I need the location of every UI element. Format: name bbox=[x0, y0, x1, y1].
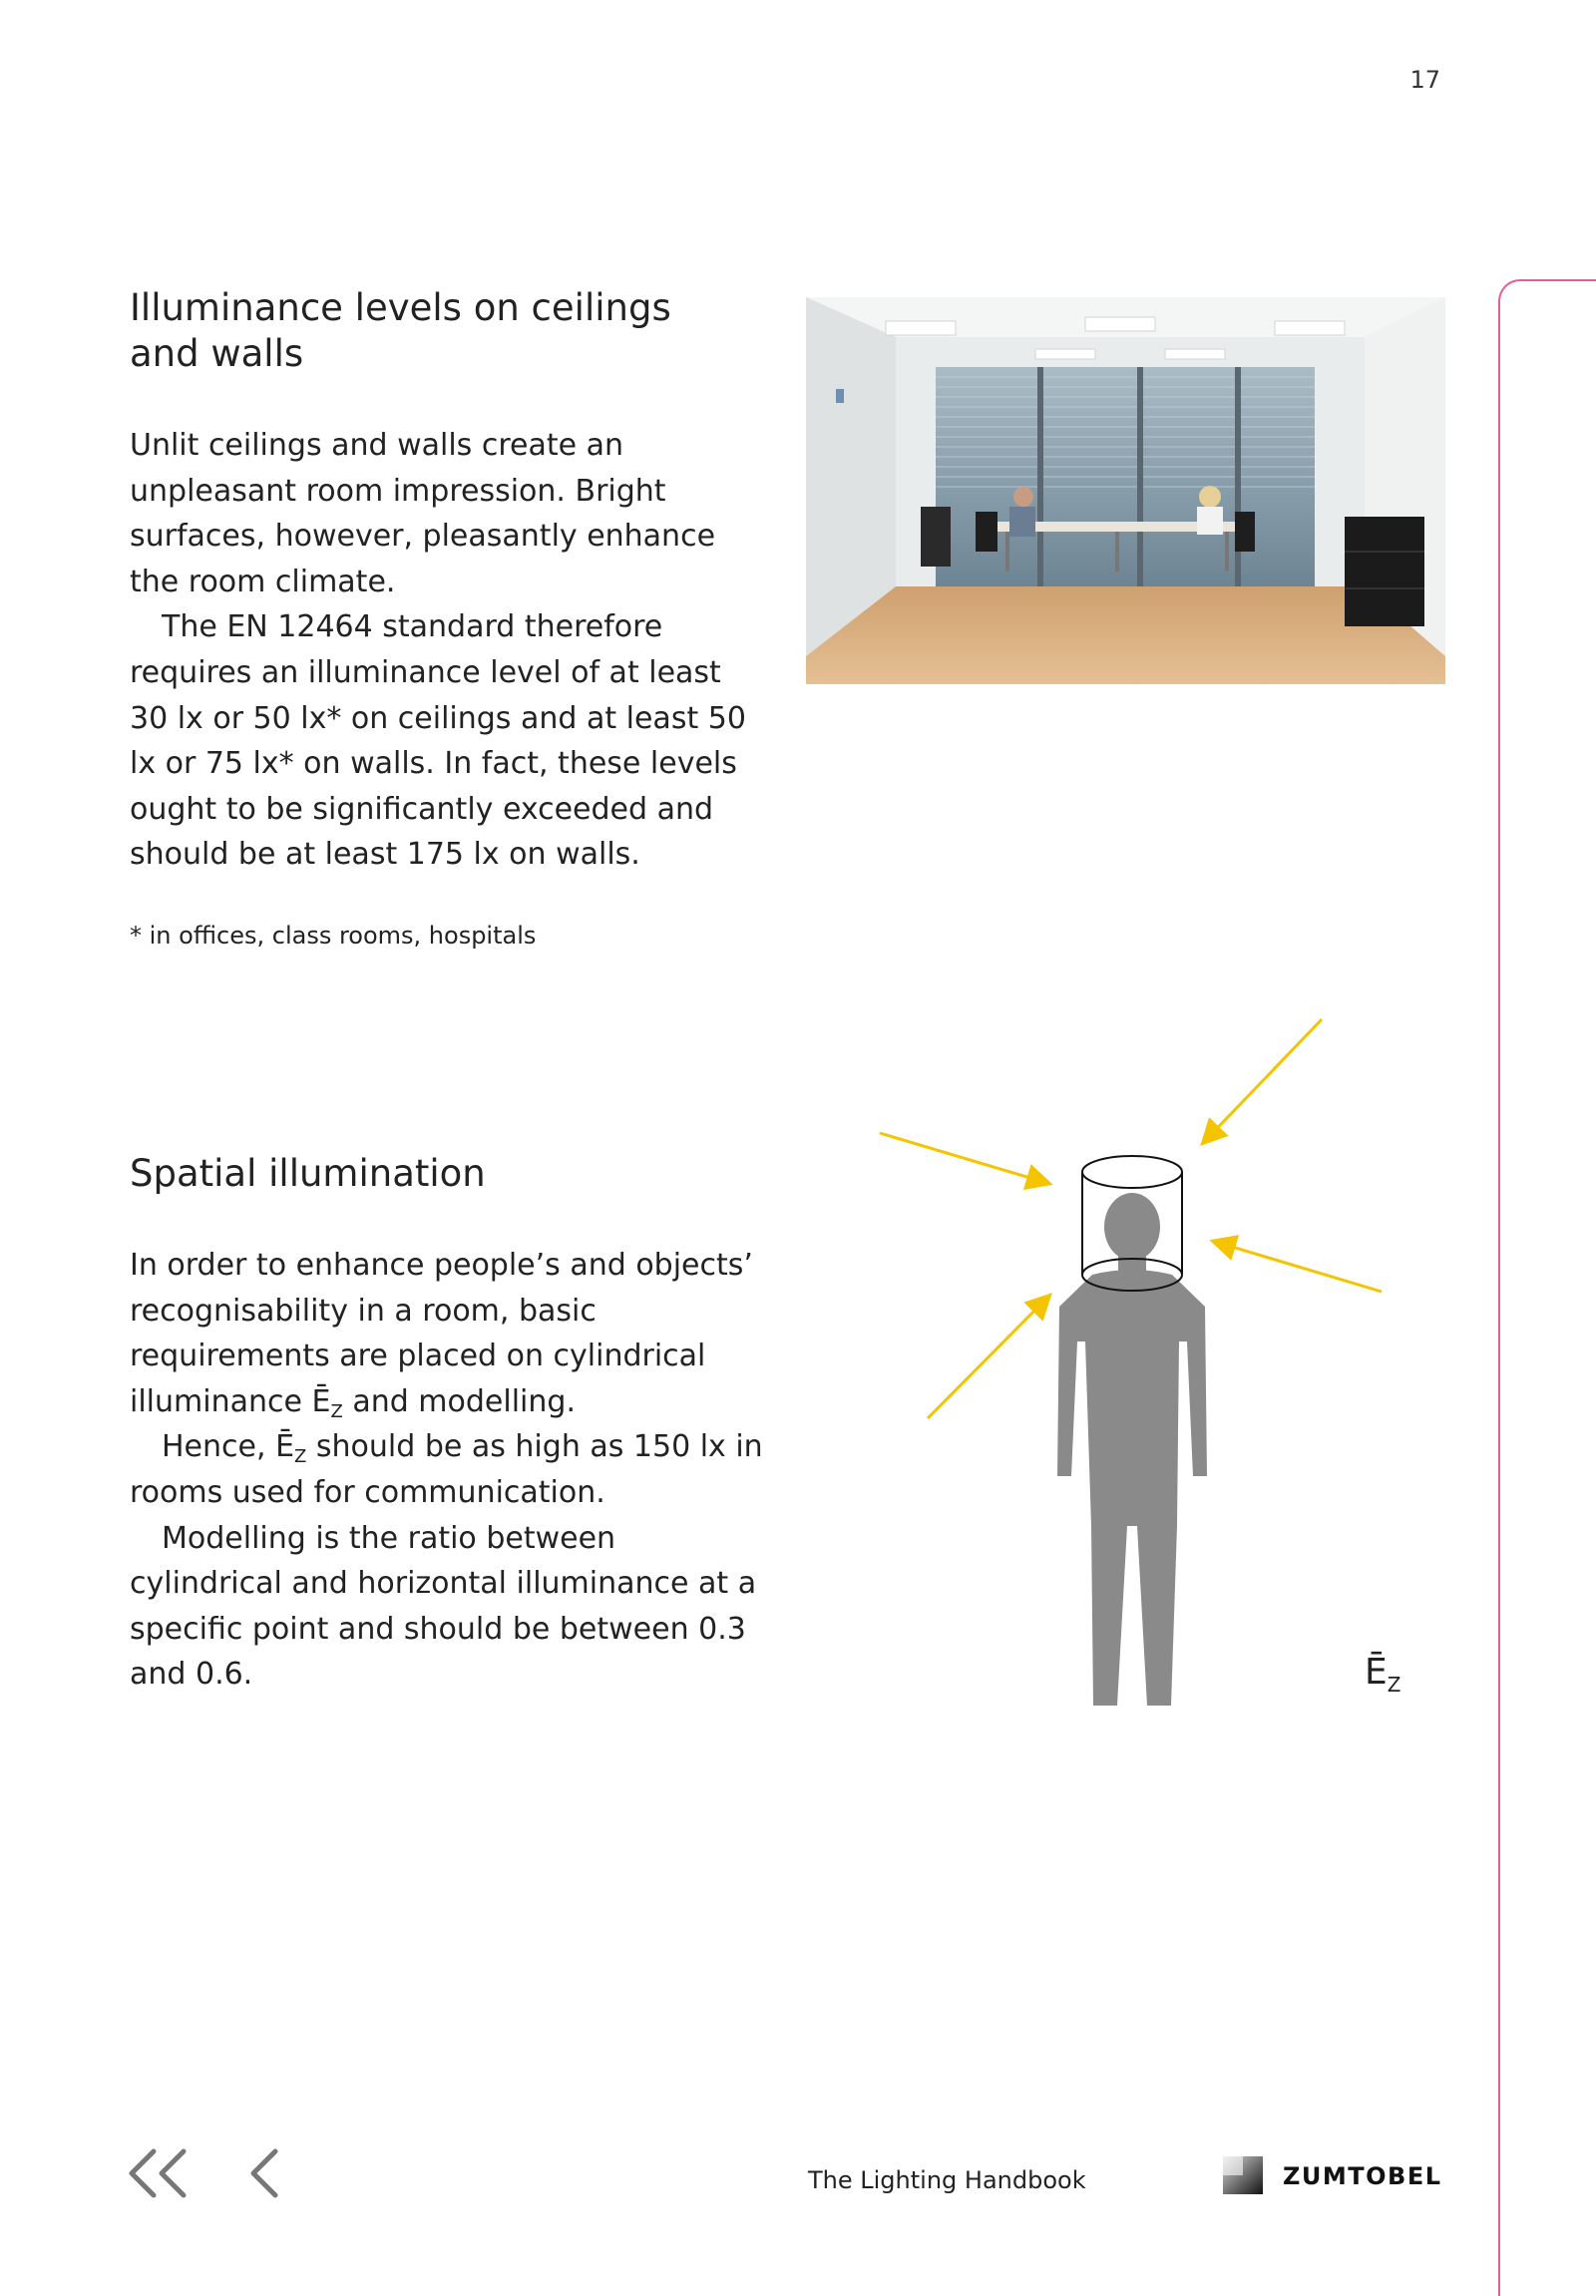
light-arrow bbox=[1212, 1241, 1382, 1292]
paragraph: The EN 12464 standard therefore requires an illuminance level of at least 30 lx or 50 lx* on ceilings and at least 50 lx or 75 lx* on walls. In fact, these levels ought to be significantly exceeded and should be at least 175 lx on walls. bbox=[130, 609, 746, 873]
light-arrow bbox=[880, 1133, 1050, 1184]
light-arrow bbox=[1202, 1019, 1322, 1144]
footer-title: The Lighting Handbook bbox=[808, 2166, 1086, 2194]
section-body bbox=[130, 423, 768, 878]
logo-mark-icon bbox=[1223, 2156, 1263, 2194]
ez-label: $Ē_Z$ bbox=[1365, 1652, 1401, 1697]
page-number: 17 bbox=[1409, 66, 1440, 94]
paragraph: Unlit ceilings and walls create an unpleasant room impression. Bright surfaces, however, pleasantly enhance the room climate. bbox=[130, 428, 716, 599]
section-heading: Spatial illumination bbox=[130, 1152, 486, 1195]
chevron-left-icon[interactable] bbox=[245, 2147, 281, 2199]
office-photo bbox=[806, 297, 1445, 684]
section-illuminance-ceilings-walls bbox=[130, 285, 768, 952]
double-chevron-left-icon[interactable] bbox=[126, 2147, 190, 2199]
section-body bbox=[130, 1243, 768, 1698]
zumtobel-logo bbox=[1223, 2156, 1446, 2194]
section-heading: Illuminance levels on ceilings and walls bbox=[130, 286, 671, 375]
paragraph: Hence, $Ē_Z$ should be as high as 150 lx in rooms used for communication. bbox=[130, 1429, 763, 1510]
cylindrical-illuminance-diagram bbox=[868, 1007, 1406, 1706]
logo-text: ZUMTOBEL bbox=[1283, 2162, 1442, 2190]
paragraph: Modelling is the ratio between cylindrical and horizontal illuminance at a specific point and should be between 0.3 and 0.6. bbox=[130, 1520, 757, 1693]
ez-symbol: $Ē_Z$ bbox=[311, 1383, 343, 1422]
ez-symbol: $Ē_Z$ bbox=[275, 1429, 307, 1468]
footnote: * in offices, class rooms, hospitals bbox=[130, 921, 537, 950]
section-spatial-illumination bbox=[130, 1151, 768, 1698]
person-silhouette bbox=[1057, 1193, 1207, 1706]
side-tab-border bbox=[1498, 279, 1596, 2296]
paragraph: In order to enhance people’s and objects’ recognisability in a room, basic requirements are placed on cylindrical illuminance $Ē_Z$ and modelling. bbox=[130, 1248, 753, 1422]
light-arrow bbox=[928, 1295, 1050, 1418]
